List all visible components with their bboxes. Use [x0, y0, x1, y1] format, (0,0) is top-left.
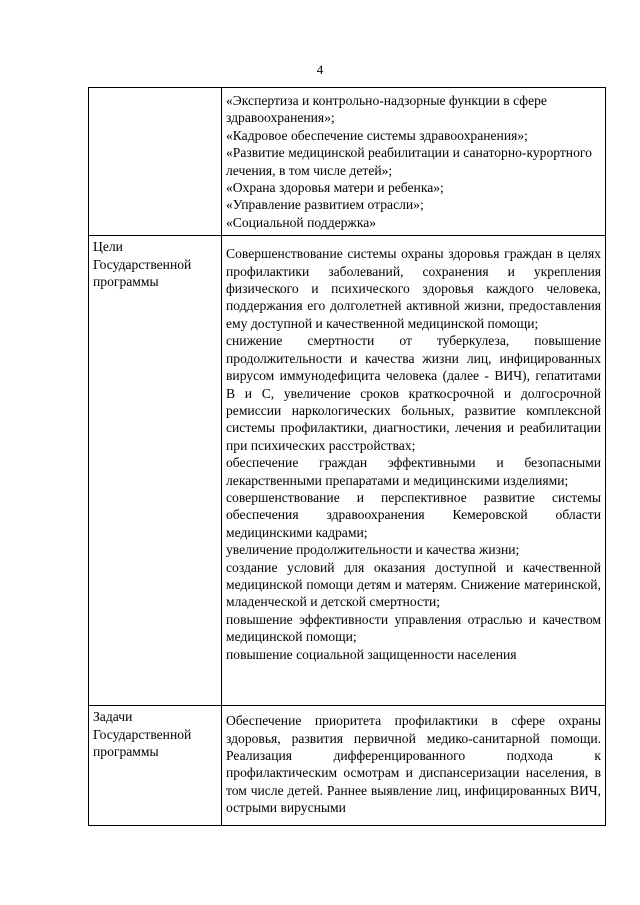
goals-label: Цели Государственной программы — [89, 236, 222, 706]
task-item: Обеспечение приоритета профилактики в сфере охраны здоровья, развития первичной медико-санитарной помощи. Реализация дифференцированного подхода к профилактическим осмотрам и диспансеризации населения, в том числе детей. Раннее выявление лиц, инфицированных ВИЧ, острыми вирусными — [226, 713, 601, 816]
goals-content — [222, 236, 606, 706]
program-passport-table — [88, 87, 606, 826]
goal-item: обеспечение граждан эффективными и безопасными лекарственными препаратами и медицинскими изделиями; — [226, 455, 601, 488]
table-row-goals — [89, 236, 606, 706]
subprogram-item: «Социальной поддержка» — [226, 214, 377, 230]
goal-item: Совершенствование системы охраны здоровья граждан в целях профилактики заболеваний, сохранения и укрепления физического и психического здоровья каждого человека, поддержания его долголетней активной жизни, предоставления ему доступной и качественной медицинской помощи; — [226, 246, 601, 331]
goal-item: снижение смертности от туберкулеза, повышение продолжительности и качества жизни лиц, инфицированных вирусом иммунодефицита человека (далее - ВИЧ), гепатитами B и C, увеличение сроков краткосрочной и долгосрочной ремиссии наркологических больных, развитие комплексной системы профилактики, диагностики, лечения и реабилитации при психических расстройствах; — [226, 333, 601, 453]
goal-item: повышение социальной защищенности населения — [226, 646, 517, 662]
subprogram-item: «Управление развитием отрасли»; — [226, 197, 424, 213]
goal-item: повышение эффективности управления отраслью и качеством медицинской помощи; — [226, 611, 601, 645]
subprogram-item: «Развитие медицинской реабилитации и санаторно-курортного лечения, в том числе детей»; — [226, 145, 592, 178]
subprogram-item: «Охрана здоровья матери и ребенка»; — [226, 180, 444, 196]
row-label-cell — [89, 88, 222, 236]
table-row-tasks — [89, 706, 606, 826]
goal-item: создание условий для оказания доступной и качественной медицинской помощи детям и матерям. Снижение материнской, младенческой и детской смертности; — [226, 559, 601, 610]
tasks-content — [222, 706, 606, 826]
page-number: 4 — [316, 62, 324, 77]
row-content-cell — [222, 88, 606, 236]
tasks-label: Задачи Государственной программы — [89, 706, 222, 826]
goal-item: совершенствование и перспективное развитие системы обеспечения здравоохранения Кемеровской области медицинскими кадрами; — [226, 489, 601, 540]
goal-item: увеличение продолжительности и качества жизни; — [226, 542, 520, 558]
subprogram-item: «Экспертиза и контрольно-надзорные функции в сфере здравоохранения»; — [226, 93, 547, 126]
subprogram-item: «Кадровое обеспечение системы здравоохранения»; — [226, 127, 528, 143]
table-row-subprograms — [89, 88, 606, 236]
